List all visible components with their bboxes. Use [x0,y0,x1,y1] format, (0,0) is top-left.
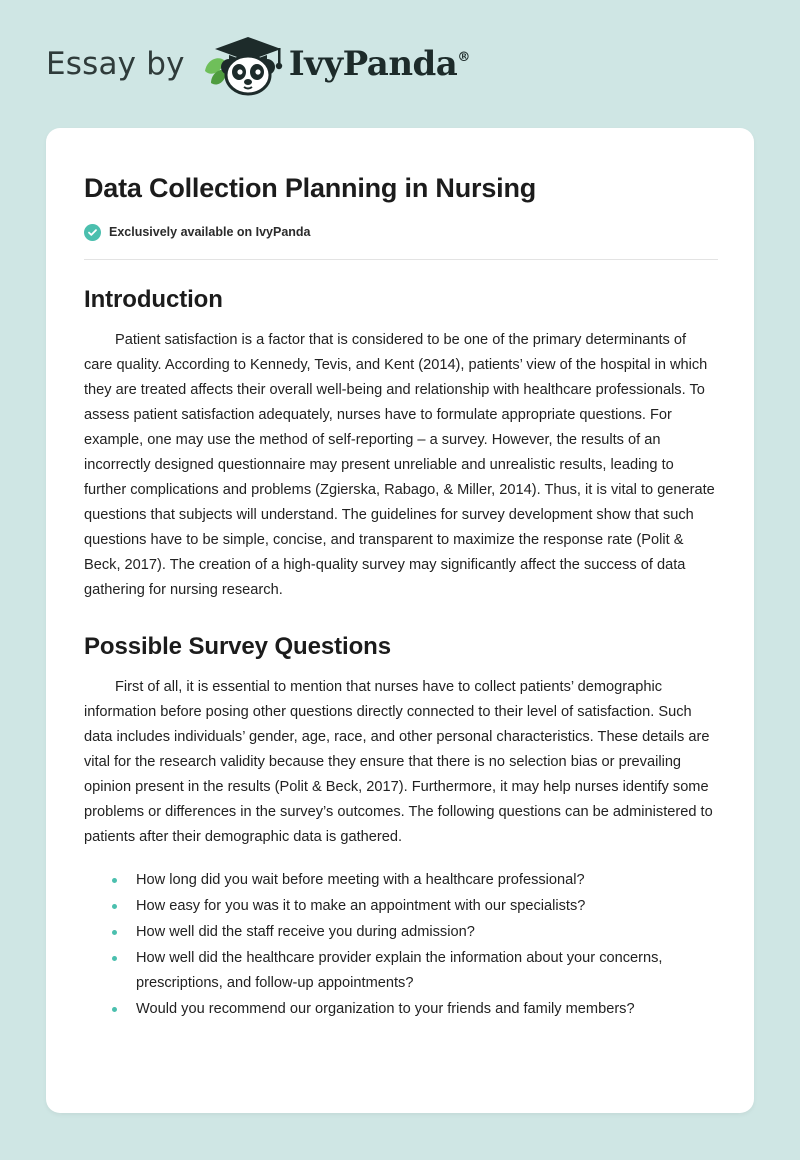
list-item: How well did the staff receive you during admission? [108,920,718,945]
page-title: Data Collection Planning in Nursing [84,173,537,203]
ivypanda-logo[interactable] [199,31,470,97]
status-badge [84,224,718,241]
section-paragraph-introduction: Patient satisfaction is a factor that is considered to be one of the primary determinants of care quality. According to Kennedy, Tevis, and Kent (2014), patients’ view of the hospital in which they are treated affects their overall well-being and relationship with healthcare professionals. To assess patient satisfaction adequately, nurses have to formulate appropriate questions. For example, one may use the method of self-reporting – a survey. However, the results of an incorrectly designed questionnaire may present unreliable and unrealistic results, leading to further complications and problems (Zgierska, Rabago, & Miller, 2014). Thus, it is vital to generate questions that subjects will understand. The guidelines for survey development show that such questions have to be simple, concise, and transparent to maximize the response rate (Polit & Beck, 2017). The creation of a high-quality survey may significantly affect the success of data gathering for nursing research. [84,331,715,598]
list-item: How long did you wait before meeting with a healthcare professional? [108,868,718,893]
panda-graduate-icon [199,31,285,97]
brand-name [289,44,470,84]
check-circle-icon [84,224,101,241]
section-heading-possible-survey-questions: Possible Survey Questions [84,632,391,660]
list-item: How easy for you was it to make an appointment with our specialists? [108,894,718,919]
list-item: Would you recommend our organization to your friends and family members? [108,997,718,1022]
brand-word: IvyPanda [288,44,458,84]
status-badge-label: Exclusively available on IvyPanda [109,225,311,240]
list-item: How well did the healthcare provider explain the information about your concerns, prescriptions, and follow-up appointments? [108,946,718,996]
brand-trademark: ® [457,49,470,65]
title-divider [84,259,718,260]
section-paragraph-possible-survey-questions: First of all, it is essential to mention that nurses have to collect patients’ demographic information before posing other questions directly connected to their level of satisfaction. Such data includes individuals’ gender, age, race, and other personal characteristics. These details are vital for the research validity because they ensure that there is no selection bias or prevailing opinion present in the results (Polit & Beck, 2017). Furthermore, it may help nurses identify some problems or differences in the survey’s outcomes. The following questions can be administered to patients after their demographic data is gathered. [84,678,713,845]
question-list [84,868,718,1022]
essay-card [46,128,754,1113]
site-header [0,0,800,128]
essay-by-label: Essay by [46,46,185,82]
section-heading-introduction: Introduction [84,285,223,313]
